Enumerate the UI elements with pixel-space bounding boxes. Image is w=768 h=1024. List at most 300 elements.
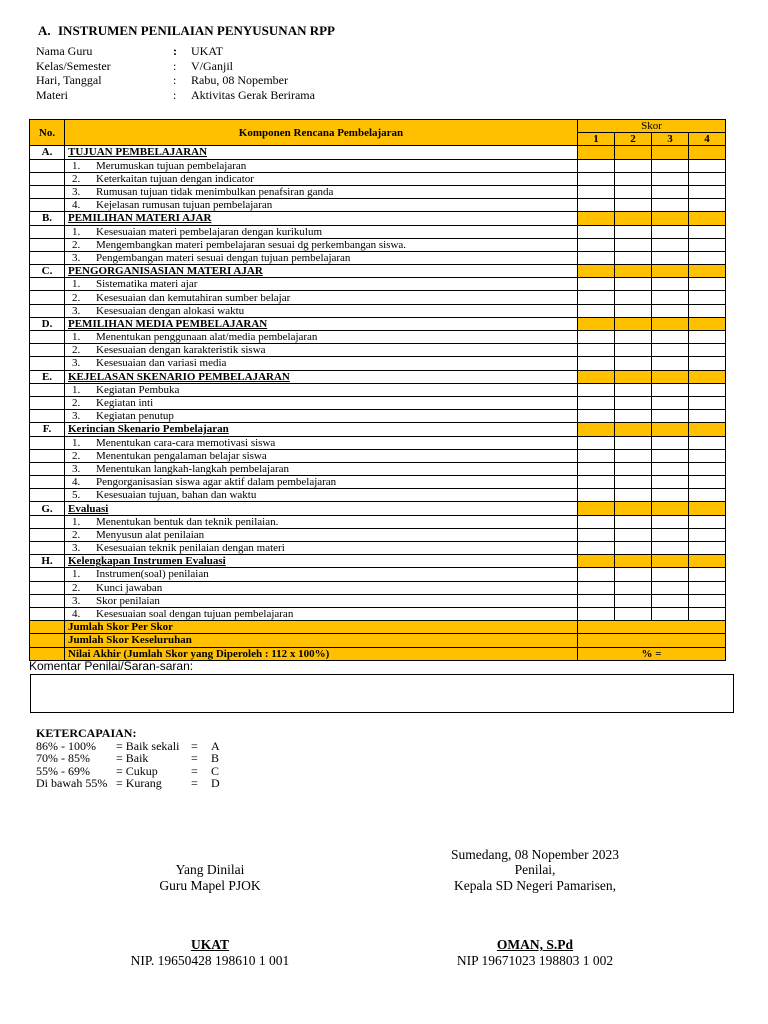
- score-cell[interactable]: [652, 568, 689, 581]
- item-number: 3.: [72, 304, 81, 317]
- eq: =: [191, 763, 198, 778]
- score-cell[interactable]: [615, 396, 652, 409]
- item-cell: [65, 410, 578, 423]
- table-row: [30, 172, 726, 185]
- score-cell[interactable]: [652, 317, 689, 330]
- row-no-cell: [30, 291, 65, 304]
- section-row: [30, 317, 726, 330]
- score-cell[interactable]: [652, 383, 689, 396]
- score-cell[interactable]: [615, 436, 652, 449]
- score-cell[interactable]: [689, 291, 726, 304]
- table-row: [30, 410, 726, 423]
- score-cell[interactable]: [615, 515, 652, 528]
- info-value: UKAT: [191, 44, 223, 58]
- score-cell[interactable]: [652, 542, 689, 555]
- score-cell[interactable]: [615, 304, 652, 317]
- item-cell: [65, 383, 578, 396]
- section-no: B.: [30, 212, 65, 225]
- ketercapaian-row: [36, 752, 220, 765]
- item-text: Menentukan langkah-langkah pembelajaran: [96, 462, 290, 475]
- place-date: Sumedang, 08 Nopember 2023: [451, 847, 619, 862]
- info-label: Nama Guru: [36, 44, 93, 58]
- score-cell[interactable]: [615, 581, 652, 594]
- score-cell[interactable]: [578, 396, 615, 409]
- header-komponen: Komponen Rencana Pembelajaran: [65, 120, 578, 146]
- item-cell: [65, 172, 578, 185]
- score-cell[interactable]: [652, 331, 689, 344]
- total-value[interactable]: [578, 634, 726, 647]
- score-cell[interactable]: [578, 449, 615, 462]
- score-cell[interactable]: [578, 462, 615, 475]
- komentar-box[interactable]: [30, 674, 734, 713]
- score-cell[interactable]: [689, 502, 726, 515]
- score-cell[interactable]: [689, 159, 726, 172]
- score-cell[interactable]: [615, 159, 652, 172]
- row-no-cell: [30, 251, 65, 264]
- desc: = Baik sekali: [116, 738, 180, 753]
- section-name: TUJUAN PEMBELAJARAN: [65, 146, 578, 159]
- score-cell[interactable]: [652, 436, 689, 449]
- item-cell: [65, 238, 578, 251]
- rubric-table: [29, 119, 726, 661]
- score-cell[interactable]: [615, 555, 652, 568]
- info-sep: :: [173, 73, 177, 88]
- header-no: No.: [30, 120, 65, 146]
- score-cell[interactable]: [578, 568, 615, 581]
- score-cell[interactable]: [689, 212, 726, 225]
- table-row: [30, 357, 726, 370]
- ketercapaian-row: [36, 777, 220, 790]
- item-number: 2.: [72, 291, 81, 304]
- score-cell[interactable]: [652, 594, 689, 607]
- score-cell[interactable]: [689, 528, 726, 541]
- row-no-cell: [30, 185, 65, 198]
- item-text: Kesesuaian dan kemutahiran sumber belajar: [96, 291, 291, 304]
- score-cell[interactable]: [652, 515, 689, 528]
- info-sep: :: [173, 44, 177, 58]
- score-cell[interactable]: [615, 449, 652, 462]
- score-cell[interactable]: [689, 172, 726, 185]
- table-row: [30, 489, 726, 502]
- eq: =: [191, 751, 198, 766]
- score-cell[interactable]: [689, 317, 726, 330]
- item-text: Menyusun alat penilaian: [96, 528, 205, 541]
- item-number: 2.: [72, 581, 81, 594]
- score-cell[interactable]: [689, 396, 726, 409]
- score-cell[interactable]: [652, 212, 689, 225]
- table-row: [30, 476, 726, 489]
- header-skor-col: 2: [615, 133, 652, 146]
- item-cell: [65, 344, 578, 357]
- section-name: Evaluasi: [65, 502, 578, 515]
- score-cell[interactable]: [578, 423, 615, 436]
- item-number: 1.: [72, 383, 81, 396]
- score-cell[interactable]: [615, 331, 652, 344]
- score-cell[interactable]: [615, 278, 652, 291]
- score-cell[interactable]: [615, 528, 652, 541]
- row-no-cell: [30, 515, 65, 528]
- score-cell[interactable]: [578, 542, 615, 555]
- score-cell[interactable]: [689, 410, 726, 423]
- item-number: 3.: [72, 410, 81, 423]
- score-cell[interactable]: [578, 436, 615, 449]
- score-cell[interactable]: [689, 462, 726, 475]
- row-no-cell: [30, 410, 65, 423]
- score-cell[interactable]: [578, 278, 615, 291]
- score-cell[interactable]: [652, 265, 689, 278]
- item-number: 3.: [72, 357, 81, 370]
- score-cell[interactable]: [652, 185, 689, 198]
- item-text: Pengembangan materi sesuai dengan tujuan pembelajaran: [96, 251, 351, 264]
- section-row: [30, 212, 726, 225]
- item-number: 1.: [72, 159, 81, 172]
- total-row: [30, 634, 726, 647]
- item-number: 1.: [72, 278, 81, 291]
- ketercapaian-heading: KETERCAPAIAN:: [36, 726, 137, 740]
- left-name-text: UKAT: [190, 937, 229, 952]
- row-no-cell: [30, 476, 65, 489]
- section-no: C.: [30, 265, 65, 278]
- score-cell[interactable]: [689, 581, 726, 594]
- section-row: [30, 146, 726, 159]
- right-role-1: Penilai,: [514, 862, 556, 877]
- score-cell[interactable]: [689, 436, 726, 449]
- score-cell[interactable]: [615, 146, 652, 159]
- score-cell[interactable]: [615, 423, 652, 436]
- score-cell[interactable]: [689, 476, 726, 489]
- info-row: [36, 59, 315, 74]
- table-row: [30, 383, 726, 396]
- item-text: Menentukan cara-cara memotivasi siswa: [96, 436, 276, 449]
- score-cell[interactable]: [615, 172, 652, 185]
- table-row: [30, 449, 726, 462]
- left-nip: NIP. 19650428 198610 1 001: [130, 953, 290, 968]
- score-cell[interactable]: [578, 317, 615, 330]
- item-text: Kejelasan rumusan tujuan pembelajaran: [96, 199, 273, 212]
- table-header-row-1: [30, 120, 726, 133]
- item-text: Sistematika materi ajar: [96, 278, 198, 291]
- section-name: PEMILIHAN MEDIA PEMBELAJARAN: [65, 317, 578, 330]
- item-number: 3.: [72, 186, 81, 199]
- score-cell[interactable]: [615, 225, 652, 238]
- row-no-cell: [30, 199, 65, 212]
- header-skor-col: 3: [652, 133, 689, 146]
- score-cell[interactable]: [652, 528, 689, 541]
- score-cell[interactable]: [652, 251, 689, 264]
- score-cell[interactable]: [578, 304, 615, 317]
- score-cell[interactable]: [689, 185, 726, 198]
- score-cell[interactable]: [689, 331, 726, 344]
- item-number: 1.: [72, 515, 81, 528]
- score-cell[interactable]: [689, 568, 726, 581]
- table-row: [30, 581, 726, 594]
- desc: = Cukup: [116, 763, 158, 778]
- item-number: 5.: [72, 489, 81, 502]
- total-no-cell: [30, 621, 65, 634]
- score-cell[interactable]: [689, 370, 726, 383]
- score-cell[interactable]: [578, 185, 615, 198]
- score-cell[interactable]: [689, 265, 726, 278]
- score-cell[interactable]: [615, 607, 652, 620]
- score-cell[interactable]: [652, 489, 689, 502]
- score-cell[interactable]: [652, 581, 689, 594]
- score-cell[interactable]: [652, 502, 689, 515]
- table-row: [30, 344, 726, 357]
- total-label: Jumlah Skor Keseluruhan: [65, 634, 578, 647]
- section-name: KEJELASAN SKENARIO PEMBELAJARAN: [65, 370, 578, 383]
- total-value[interactable]: [578, 621, 726, 634]
- item-text: Kegiatan penutup: [96, 410, 174, 423]
- score-cell[interactable]: [689, 515, 726, 528]
- score-cell[interactable]: [615, 238, 652, 251]
- score-cell[interactable]: [652, 159, 689, 172]
- table-row: [30, 528, 726, 541]
- item-text: Rumusan tujuan tidak menimbulkan penafsiran ganda: [96, 186, 334, 199]
- score-cell[interactable]: [578, 357, 615, 370]
- score-cell[interactable]: [578, 489, 615, 502]
- score-cell[interactable]: [615, 357, 652, 370]
- score-cell[interactable]: [689, 304, 726, 317]
- info-row: [36, 44, 315, 59]
- row-no-cell: [30, 278, 65, 291]
- score-cell[interactable]: [615, 410, 652, 423]
- item-cell: [65, 449, 578, 462]
- score-cell[interactable]: [578, 212, 615, 225]
- section-name: Kerincian Skenario Pembelajaran: [65, 423, 578, 436]
- row-no-cell: [30, 449, 65, 462]
- item-number: 4.: [72, 199, 81, 212]
- score-cell[interactable]: [615, 185, 652, 198]
- document-title: [38, 23, 335, 39]
- item-cell: [65, 607, 578, 620]
- score-cell[interactable]: [578, 528, 615, 541]
- row-no-cell: [30, 594, 65, 607]
- score-cell[interactable]: [615, 594, 652, 607]
- section-no: A.: [30, 146, 65, 159]
- score-cell[interactable]: [652, 449, 689, 462]
- section-name: PENGORGANISASIAN MATERI AJAR: [65, 265, 578, 278]
- score-cell[interactable]: [578, 172, 615, 185]
- grade: C: [211, 763, 220, 778]
- score-cell[interactable]: [578, 594, 615, 607]
- item-text: Keterkaitan tujuan dengan indicator: [96, 172, 254, 185]
- item-cell: [65, 436, 578, 449]
- item-cell: [65, 542, 578, 555]
- row-no-cell: [30, 436, 65, 449]
- item-text: Kegiatan Pembuka: [96, 383, 180, 396]
- komentar-label: Komentar Penilai/Saran-saran:: [29, 659, 194, 673]
- section-no: G.: [30, 502, 65, 515]
- score-cell[interactable]: [578, 515, 615, 528]
- range: 86% - 100%: [36, 738, 96, 753]
- score-cell[interactable]: [578, 410, 615, 423]
- total-value[interactable]: % =: [578, 647, 726, 660]
- score-cell[interactable]: [689, 146, 726, 159]
- score-cell[interactable]: [689, 542, 726, 555]
- score-cell[interactable]: [578, 251, 615, 264]
- score-cell[interactable]: [578, 159, 615, 172]
- table-row: [30, 542, 726, 555]
- item-text: Kesesuaian dan variasi media: [96, 357, 227, 370]
- score-cell[interactable]: [652, 146, 689, 159]
- row-no-cell: [30, 331, 65, 344]
- score-cell[interactable]: [652, 172, 689, 185]
- score-cell[interactable]: [615, 383, 652, 396]
- score-cell[interactable]: [578, 476, 615, 489]
- section-row: [30, 502, 726, 515]
- right-nip: NIP 19671023 198803 1 002: [456, 953, 614, 968]
- score-cell[interactable]: [652, 278, 689, 291]
- table-row: [30, 515, 726, 528]
- title-text: INSTRUMEN PENILAIAN PENYUSUNAN RPP: [58, 23, 335, 38]
- info-value: Aktivitas Gerak Berirama: [191, 87, 315, 102]
- score-cell[interactable]: [615, 199, 652, 212]
- left-signer-name: [110, 937, 310, 953]
- score-cell[interactable]: [578, 238, 615, 251]
- score-cell[interactable]: [615, 317, 652, 330]
- row-no-cell: [30, 172, 65, 185]
- score-cell[interactable]: [689, 251, 726, 264]
- score-cell[interactable]: [652, 304, 689, 317]
- score-cell[interactable]: [652, 423, 689, 436]
- score-cell[interactable]: [689, 423, 726, 436]
- row-no-cell: [30, 462, 65, 475]
- score-cell[interactable]: [615, 568, 652, 581]
- score-cell[interactable]: [615, 344, 652, 357]
- score-cell[interactable]: [689, 357, 726, 370]
- score-cell[interactable]: [578, 581, 615, 594]
- score-cell[interactable]: [578, 146, 615, 159]
- table-row: [30, 185, 726, 198]
- score-cell[interactable]: [615, 370, 652, 383]
- header-skor: Skor: [578, 120, 726, 133]
- score-cell[interactable]: [615, 265, 652, 278]
- section-row: [30, 265, 726, 278]
- table-row: [30, 594, 726, 607]
- grade: D: [211, 776, 220, 791]
- score-cell[interactable]: [615, 462, 652, 475]
- score-cell[interactable]: [578, 383, 615, 396]
- item-cell: [65, 594, 578, 607]
- item-text: Kesesuaian teknik penilaian dengan materi: [96, 542, 285, 555]
- section-row: [30, 555, 726, 568]
- score-cell[interactable]: [652, 476, 689, 489]
- score-cell[interactable]: [578, 225, 615, 238]
- score-cell[interactable]: [689, 238, 726, 251]
- score-cell[interactable]: [652, 555, 689, 568]
- score-cell[interactable]: [689, 278, 726, 291]
- item-cell: [65, 304, 578, 317]
- info-label: Hari, Tanggal: [36, 73, 102, 88]
- score-cell[interactable]: [689, 555, 726, 568]
- score-cell[interactable]: [578, 502, 615, 515]
- score-cell[interactable]: [578, 370, 615, 383]
- score-cell[interactable]: [615, 291, 652, 304]
- score-cell[interactable]: [578, 199, 615, 212]
- section-no: E.: [30, 370, 65, 383]
- score-cell[interactable]: [652, 238, 689, 251]
- score-cell[interactable]: [689, 489, 726, 502]
- score-cell[interactable]: [652, 396, 689, 409]
- score-cell[interactable]: [578, 265, 615, 278]
- score-cell[interactable]: [578, 555, 615, 568]
- table-row: [30, 159, 726, 172]
- score-cell[interactable]: [615, 251, 652, 264]
- score-cell[interactable]: [652, 607, 689, 620]
- section-no: D.: [30, 317, 65, 330]
- item-cell: [65, 581, 578, 594]
- total-no-cell: [30, 634, 65, 647]
- item-number: 2.: [72, 172, 81, 185]
- score-cell[interactable]: [652, 370, 689, 383]
- score-cell[interactable]: [689, 449, 726, 462]
- score-cell[interactable]: [652, 291, 689, 304]
- item-cell: [65, 199, 578, 212]
- table-row: [30, 225, 726, 238]
- score-cell[interactable]: [615, 212, 652, 225]
- section-no: H.: [30, 555, 65, 568]
- row-no-cell: [30, 568, 65, 581]
- score-cell[interactable]: [615, 542, 652, 555]
- score-cell[interactable]: [652, 462, 689, 475]
- score-cell[interactable]: [689, 607, 726, 620]
- row-no-cell: [30, 383, 65, 396]
- item-number: 1.: [72, 568, 81, 581]
- score-cell[interactable]: [615, 502, 652, 515]
- row-no-cell: [30, 357, 65, 370]
- section-no: F.: [30, 423, 65, 436]
- grade: B: [211, 751, 220, 766]
- score-cell[interactable]: [689, 225, 726, 238]
- range: Di bawah 55%: [36, 776, 108, 791]
- score-cell[interactable]: [578, 607, 615, 620]
- row-no-cell: [30, 581, 65, 594]
- header-skor-col: 4: [689, 133, 726, 146]
- score-cell[interactable]: [652, 199, 689, 212]
- row-no-cell: [30, 225, 65, 238]
- score-cell[interactable]: [689, 199, 726, 212]
- score-cell[interactable]: [578, 291, 615, 304]
- score-cell[interactable]: [689, 344, 726, 357]
- item-text: Menentukan penggunaan alat/media pembelajaran: [96, 331, 318, 344]
- score-cell[interactable]: [578, 344, 615, 357]
- info-sep: :: [173, 58, 177, 73]
- section-row: [30, 423, 726, 436]
- item-number: 1.: [72, 436, 81, 449]
- score-cell[interactable]: [615, 476, 652, 489]
- total-label: Nilai Akhir (Jumlah Skor yang Diperoleh : 112 x 100%): [65, 647, 578, 660]
- score-cell[interactable]: [652, 410, 689, 423]
- score-cell[interactable]: [652, 344, 689, 357]
- table-row: [30, 199, 726, 212]
- score-cell[interactable]: [689, 383, 726, 396]
- score-cell[interactable]: [615, 489, 652, 502]
- item-text: Menentukan pengalaman belajar siswa: [96, 449, 267, 462]
- item-cell: [65, 278, 578, 291]
- score-cell[interactable]: [652, 225, 689, 238]
- info-value: V/Ganjil: [191, 58, 233, 73]
- eq: =: [191, 738, 198, 753]
- item-cell: [65, 476, 578, 489]
- score-cell[interactable]: [652, 357, 689, 370]
- score-cell[interactable]: [689, 594, 726, 607]
- right-signer-name: [430, 937, 640, 953]
- header-skor-col: 1: [578, 133, 615, 146]
- score-cell[interactable]: [578, 331, 615, 344]
- item-text: Kunci jawaban: [96, 581, 163, 594]
- total-row: [30, 621, 726, 634]
- item-cell: [65, 462, 578, 475]
